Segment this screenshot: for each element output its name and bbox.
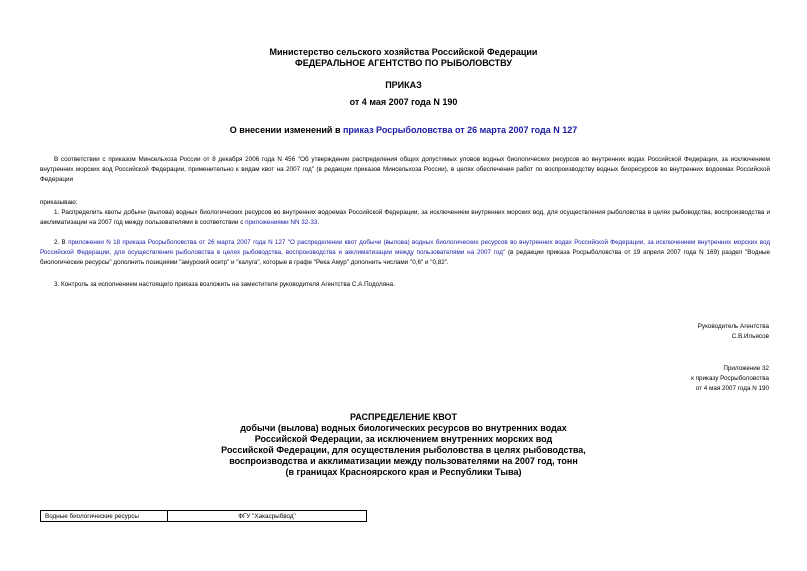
- subject-link[interactable]: приказ Росрыболовства от 26 марта 2007 года N 127: [343, 125, 578, 135]
- col-resources: Водные биологические ресурсы: [41, 511, 168, 522]
- order-127-link[interactable]: приложении N 18 приказа Росрыболовства от 26 марта 2007 года N 127 "О распределении квот добычи (вылова) водных биологических ресурсов во внутренних водах Российской Федерации, за исключением внутренних морских вод Российской Федерации, для осуществления рыболовства в целях рыбоводства, воспроизводства и акклиматизации между пользователями на 2007 год": [40, 239, 771, 257]
- col-user: ФГУ "Хакасрыбвод": [168, 511, 367, 522]
- ministry-name: Министерство сельского хозяйства Российской Федерации: [269, 47, 538, 57]
- quota-title: РАСПРЕДЕЛЕНИЕ КВОТ: [350, 412, 457, 422]
- appendix-ref: к приказу Росрыболовства: [691, 375, 769, 382]
- item-1-end: .: [317, 219, 320, 227]
- table-header-row: [41, 511, 367, 522]
- doc-subject: [0, 125, 807, 136]
- item-3: 3. Контроль за исполнением настоящего приказа возложить на заместителя руководителя Агентства С.А.Подоляна.: [54, 281, 395, 288]
- quota-subtitle-1: добычи (вылова) водных биологических ресурсов во внутренних водах: [240, 423, 567, 433]
- item-2-rest: (в редакции приказа Росрыболовства от 19 апреля 2007 года N 169) раздел "Водные биологические ресурсы" дополнить позициями "амурский осетр" и "калуга", которые в графе "Река Амур" дополнить числами "0,6" и "0,82".: [40, 249, 771, 267]
- subject-prefix: О внесении изменений в: [229, 125, 343, 135]
- item-2: [40, 238, 770, 269]
- order-word: приказываю:: [40, 199, 78, 206]
- appendix-date: от 4 мая 2007 года N 190: [695, 385, 769, 392]
- doc-date: от 4 мая 2007 года N 190: [349, 97, 458, 107]
- signature-name: С.В.Ильясов: [731, 333, 769, 340]
- item-1-text: 1. Распределить квоты добычи (вылова) водных биологических ресурсов во внутренних водоемах Российской Федерации, за исключением внутренних морских вод, для осуществления рыболовства в целях рыбоводства, воспроизводства и акклиматизации на 2007 год между пользователями в соответствии с: [40, 209, 770, 227]
- item-1: [40, 208, 770, 228]
- quota-subtitle-4: воспроизводства и акклиматизации между пользователями на 2007 год, тонн: [229, 456, 578, 466]
- quota-subtitle-5: (в границах Красноярского края и Республики Тыва): [285, 467, 522, 477]
- quota-subtitle-2: Российской Федерации, за исключением внутренних морских вод: [254, 434, 553, 444]
- item-2-prefix: 2. В: [54, 239, 69, 246]
- quota-subtitle-3: Российской Федерации, для осуществления рыболовства в целях рыбоводства,: [221, 445, 586, 455]
- signature-position: Руководитель Агентства: [697, 323, 769, 330]
- appendix-link[interactable]: приложениями NN 32-33: [245, 219, 318, 227]
- appendix-number: Приложение 32: [723, 365, 769, 372]
- doc-type: ПРИКАЗ: [385, 80, 422, 90]
- quota-table: [40, 510, 367, 522]
- paragraph-preamble: В соответствии с приказом Минсельхоза России от 8 декабря 2006 года N 456 "Об утверждении распределения общих допустимых уловов водных биологических ресурсов во внутренних водах Российской Федерации, за исключением внутренних морских вод Российской Федерации, применительно к видам квот на 2007 год" (в редакции приказов Минсельхоза России), в целях обеспечения работ по воспроизводству водных биоресурсов во внутренних водоемах Российской Федерации: [40, 156, 770, 184]
- agency-name: ФЕДЕРАЛЬНОЕ АГЕНТСТВО ПО РЫБОЛОВСТВУ: [295, 58, 512, 68]
